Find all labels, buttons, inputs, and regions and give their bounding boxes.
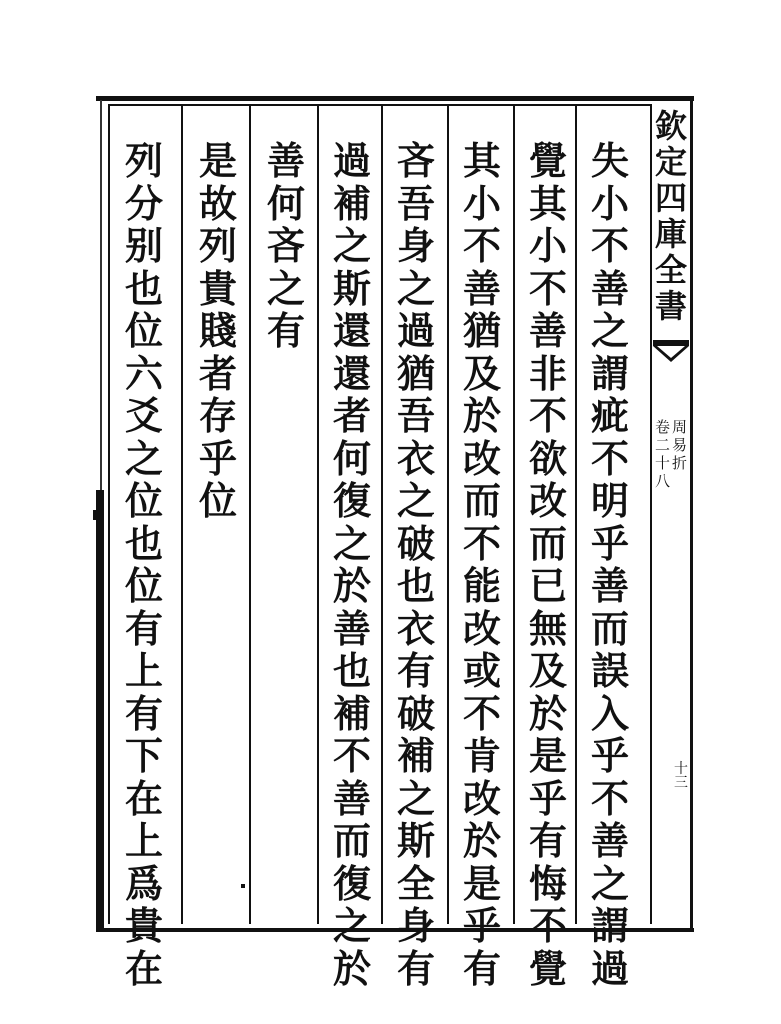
column-divider [181,106,183,924]
text-char: 復 [332,478,371,523]
text-char: 失 [590,138,629,183]
text-char: 不 [528,393,567,438]
text-char: 者 [332,393,371,438]
text-char: 吝 [266,223,305,268]
volume-title-char: 周 [672,418,688,436]
text-char: 何 [332,435,371,481]
text-char: 吾 [396,180,435,226]
text-char: 列 [124,138,163,183]
text-char: 之 [332,903,371,948]
inner-top-rule [108,104,652,106]
text-char: 有 [124,690,163,736]
text-char: 分 [124,180,163,226]
text-char: 有 [462,945,501,991]
text-char: 不 [528,265,567,311]
frame-right-rule [690,96,693,932]
text-char: 善 [266,138,305,183]
volume-number-char: 二 [654,436,670,454]
text-char: 破 [396,520,435,566]
text-char: 之 [124,435,163,481]
frame-left-rule [96,490,104,932]
text-char: 過 [332,138,371,183]
text-char: 猶 [396,350,435,396]
text-char: 是 [462,860,501,906]
text-char: 誤 [590,648,629,693]
volume-number-char: 十 [654,454,670,472]
text-char: 疵 [590,393,629,438]
text-char: 乎 [198,435,237,481]
text-char: 之 [332,520,371,566]
column-divider [513,106,515,924]
ink-speck [241,884,245,888]
text-char: 善 [590,265,629,311]
text-char: 身 [396,223,435,268]
text-char: 改 [462,435,501,481]
text-char: 位 [124,308,163,353]
text-char: 肯 [462,733,501,778]
text-char: 不 [590,775,629,821]
book-title-char: 書 [654,287,687,325]
text-char: 覺 [528,138,567,183]
text-char: 也 [396,563,435,608]
text-char: 覺 [528,945,567,991]
text-char: 過 [396,308,435,353]
text-char: 位 [198,478,237,523]
text-char: 不 [590,223,629,268]
text-char: 位 [124,563,163,608]
book-title [654,108,688,324]
text-char: 上 [124,818,163,863]
text-char: 有 [396,945,435,991]
text-char: 也 [124,265,163,311]
text-char: 或 [462,648,501,693]
title-band-divider [650,106,652,924]
text-char: 是 [198,138,237,183]
text-column-6 [259,140,313,353]
book-title-char: 欽 [654,107,687,145]
text-char: 乎 [528,775,567,821]
text-char: 貴 [124,903,163,948]
text-char: 已 [528,563,567,608]
volume-title-char: 折 [672,454,688,472]
text-char: 謂 [590,350,629,396]
text-char: 之 [266,265,305,311]
volume-info [654,418,688,490]
text-char: 不 [590,435,629,481]
text-char: 改 [462,605,501,651]
text-char: 善 [462,265,501,311]
text-char: 不 [462,520,501,566]
text-char: 乎 [590,520,629,566]
text-char: 衣 [396,435,435,481]
text-column-8 [117,140,171,990]
text-char: 之 [332,223,371,268]
volume-number-char: 卷 [654,418,670,436]
page-number [672,762,690,790]
text-char: 欲 [528,435,567,481]
text-char: 破 [396,690,435,736]
volume-number-char: 八 [654,472,670,490]
text-column-2 [521,140,575,990]
text-char: 下 [124,733,163,778]
column-divider [317,106,319,924]
text-char: 補 [332,690,371,736]
text-char: 有 [528,818,567,863]
text-char: 斯 [332,265,371,311]
book-title-char: 庫 [654,215,687,253]
book-title-char: 全 [654,251,687,289]
text-char: 於 [462,818,501,863]
text-char: 不 [462,223,501,268]
text-char: 明 [590,478,629,523]
text-char: 之 [396,265,435,311]
text-char: 也 [124,520,163,566]
text-char: 之 [396,478,435,523]
text-char: 其 [528,180,567,226]
text-char: 小 [462,180,501,226]
text-char: 悔 [528,860,567,906]
text-char: 入 [590,690,629,736]
volume-title [672,418,687,490]
text-char: 還 [332,308,371,353]
text-char: 故 [198,180,237,226]
column-divider [108,106,110,924]
text-char: 謂 [590,903,629,948]
column-divider [249,106,251,924]
text-char: 善 [590,818,629,863]
text-char: 而 [462,478,501,523]
text-char: 無 [528,605,567,651]
text-char: 小 [590,180,629,226]
text-char: 而 [590,605,629,651]
text-char: 乎 [590,733,629,778]
text-char: 位 [124,478,163,523]
text-char: 善 [332,775,371,821]
text-char: 及 [462,350,501,396]
text-char: 於 [332,945,371,991]
text-char: 别 [124,223,163,268]
text-char: 善 [332,605,371,651]
text-column-1 [583,140,637,990]
text-char: 吾 [396,393,435,438]
text-char: 不 [332,733,371,778]
text-char: 也 [332,648,371,693]
text-char: 善 [528,308,567,353]
text-char: 之 [396,775,435,821]
text-char: 而 [332,818,371,863]
text-char: 乎 [462,903,501,948]
text-char: 在 [124,775,163,821]
text-char: 之 [590,308,629,353]
text-char: 是 [528,733,567,778]
page-number-char: 三 [674,775,688,791]
text-char: 小 [528,223,567,268]
text-char: 貴 [198,265,237,311]
text-char: 列 [198,223,237,268]
text-char: 之 [590,860,629,906]
text-char: 而 [528,520,567,566]
text-char: 改 [528,478,567,523]
text-char: 賤 [198,308,237,353]
text-char: 能 [462,563,501,608]
text-char: 復 [332,860,371,906]
text-char: 有 [124,605,163,651]
text-char: 善 [590,563,629,608]
text-char: 非 [528,350,567,396]
text-column-4 [389,140,443,990]
text-char: 及 [528,648,567,693]
text-column-3 [455,140,509,990]
text-char: 其 [462,138,501,183]
text-char: 衣 [396,605,435,651]
text-char: 補 [332,180,371,226]
text-char: 全 [396,860,435,906]
volume-number [655,418,670,490]
page-number-char: 十 [674,761,688,777]
text-char: 者 [198,350,237,396]
text-char: 還 [332,350,371,396]
text-char: 於 [462,393,501,438]
text-char: 身 [396,903,435,948]
column-divider [447,106,449,924]
text-char: 於 [332,563,371,608]
text-char: 有 [396,648,435,693]
text-char: 存 [198,393,237,438]
column-divider [575,106,577,924]
text-char: 有 [266,308,305,353]
text-char: 在 [124,945,163,991]
column-divider [381,106,383,924]
text-char: 猶 [462,308,501,353]
text-char: 改 [462,775,501,821]
text-column-5 [325,140,379,990]
text-char: 爲 [124,860,163,906]
text-char: 何 [266,180,305,226]
text-column-7 [191,140,245,523]
text-char: 不 [528,903,567,948]
text-char: 於 [528,690,567,736]
text-char: 六 [124,350,163,396]
text-char: 吝 [396,138,435,183]
text-char: 補 [396,733,435,778]
fish-tail-ornament [653,340,689,370]
text-char: 過 [590,945,629,991]
text-char: 爻 [124,393,163,438]
text-char: 不 [462,690,501,736]
frame-left-thin-rule [100,100,102,490]
text-char: 上 [124,648,163,693]
text-char: 斯 [396,818,435,863]
book-title-char: 定 [654,143,687,181]
volume-title-char: 易 [672,436,688,454]
ink-speck [93,510,96,520]
book-title-char: 四 [654,179,687,217]
